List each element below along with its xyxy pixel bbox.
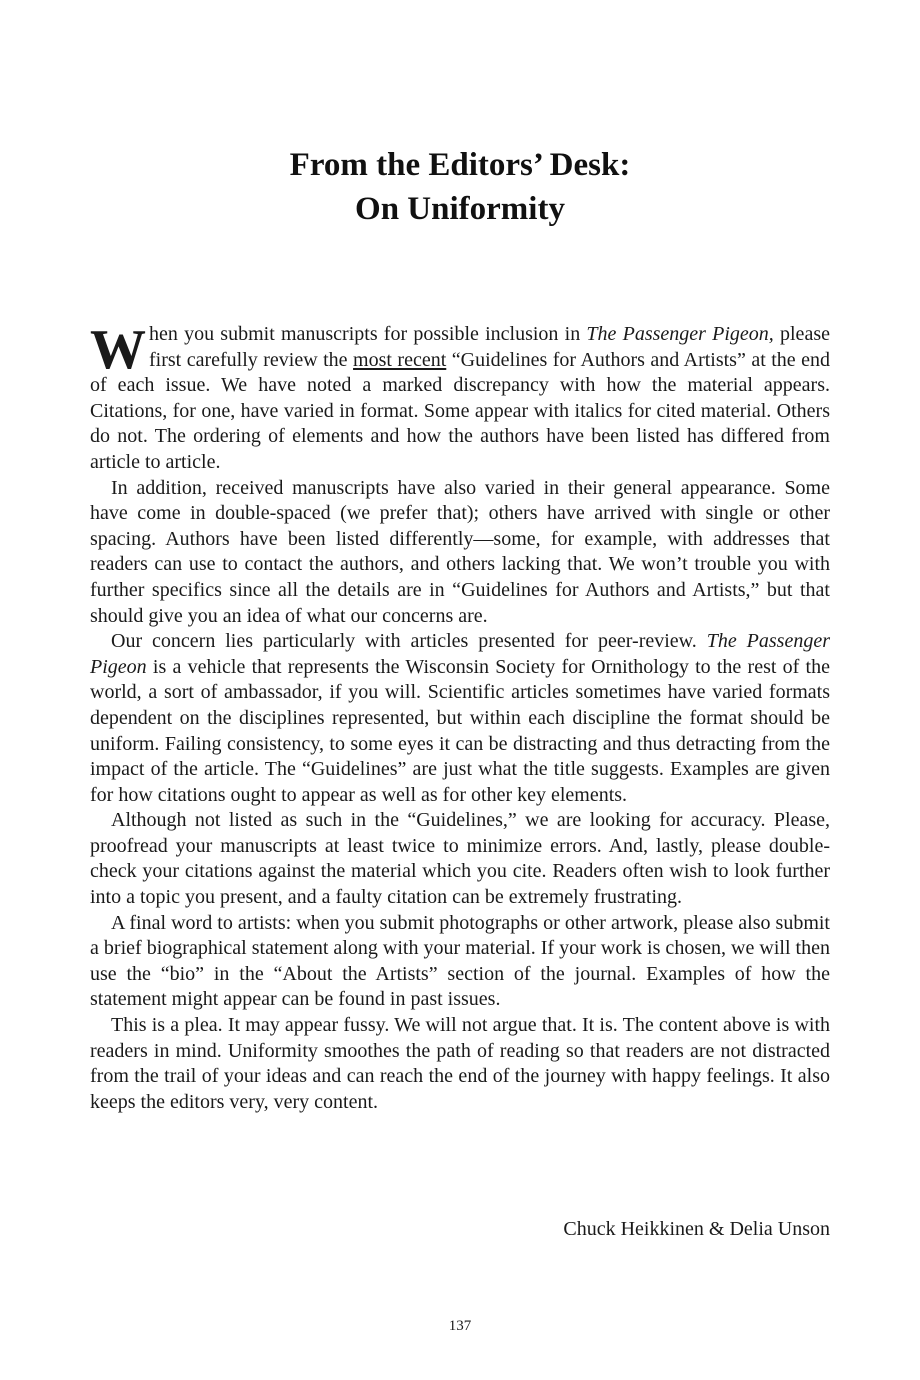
title-line-1: From the Editors’ Desk: — [289, 147, 631, 183]
paragraph-3-text-b: is a vehicle that represents the Wisconsin Society for Ornithology to the rest of the world, a sort of ambassador, if you will. Scientific articles sometimes have varied formats dependent on the disciplines represented, but within each discipline the format should be uniform. Failing consistency, to some eyes it can be distracting and thus detracting from the impact of the article. The “Guidelines” are just what the title suggests. Examples are given for how citations ought to appear as well as for other key elements. — [90, 655, 830, 806]
paragraph-1-text-b: please first carefully review the — [149, 323, 830, 371]
page-title — [90, 143, 830, 231]
article-body — [90, 319, 831, 1115]
drop-cap: W — [90, 319, 146, 381]
signature: Chuck Heikkinen & Delia Unson — [563, 1218, 830, 1240]
paragraph-3-text-a: Our concern lies particularly with articles presented for peer-review. — [111, 630, 707, 653]
paragraph-4: Although not listed as such in the “Guidelines,” we are looking for accuracy. Please, proofread your manuscripts at least twice to minimize errors. And, lastly, please double-check your citations against the material which you cite. Readers often wish to look further into a topic you present, and a faulty citation can be extremely frustrating. — [90, 809, 830, 909]
page-number: 137 — [448, 1318, 472, 1334]
journal-title-italic-2: The Passenger Pigeon — [90, 630, 830, 678]
most-recent-underline: most recent — [353, 348, 447, 371]
paragraph-2: In addition, received manuscripts have also varied in their general appearance. Some have come in double-spaced (we prefer that); others have arrived with single or other spacing. Authors have been listed differently—some, for example, with addresses that readers can use to contact the authors, and others lacking that. We won’t trouble you with further specifics since all the details are in “Guidelines for Authors and Artists,” but that should give you an idea of what our concerns are. — [90, 476, 830, 627]
page — [90, 0, 830, 1380]
paragraph-5: A final word to artists: when you submit photographs or other artwork, please also submit a brief biographical statement along with your material. If your work is chosen, we will then use the “bio” in the “About the Artists” section of the journal. Examples of how the statement might appear can be found in past issues. — [90, 911, 830, 1011]
paragraph-1 — [90, 319, 831, 476]
paragraph-1-text-c: “Guidelines for Authors and Artists” at the end of each issue. We have noted a marked discrepancy with how the material appears. Citations, for one, have varied in format. Some appear with italics for cited material. Others do not. The ordering of elements and how the authors have been listed has differed from article to article. — [90, 348, 831, 473]
paragraph-6: This is a plea. It may appear fussy. We will not argue that. It is. The content above is with readers in mind. Uniformity smoothes the path of reading so that readers are not distracted from the trail of your ideas and can reach the end of the journey with happy feelings. It also keeps the editors very, very content. — [90, 1014, 830, 1113]
title-line-2: On Uniformity — [355, 191, 565, 227]
paragraph-3 — [90, 629, 830, 808]
journal-title-italic: The Passenger Pigeon, — [586, 323, 774, 345]
paragraph-1-text-a: hen you submit manuscripts for possible inclusion in — [149, 323, 587, 345]
